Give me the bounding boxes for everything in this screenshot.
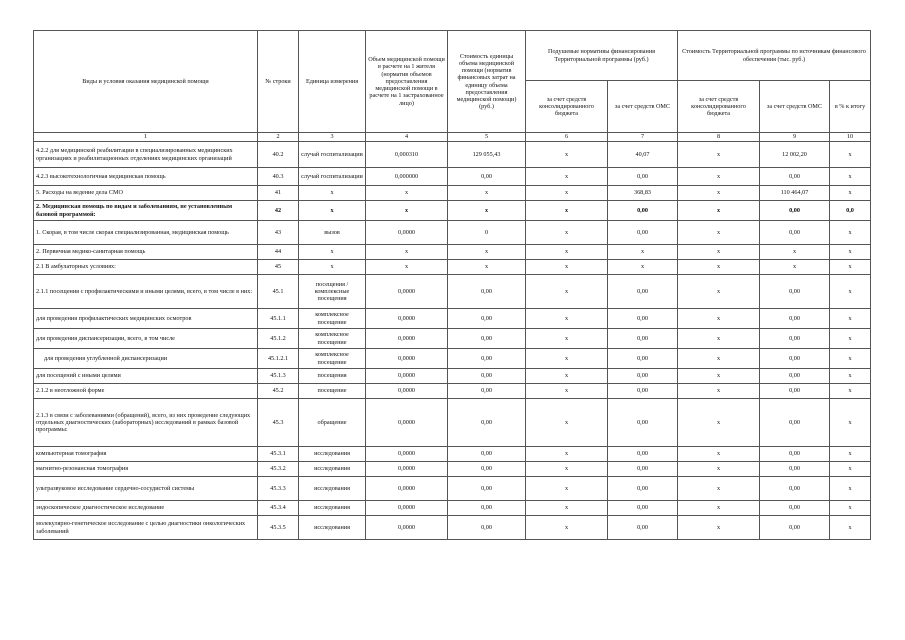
header-per-capita-norms: Подушевые нормативы финансирования Территориальной программы (руб.) xyxy=(526,31,678,81)
row-oms-norm: 0,00 xyxy=(608,462,678,477)
row-percent: х xyxy=(830,501,871,516)
row-oms-norm: 0,00 xyxy=(608,168,678,186)
row-name: эндоскопическое диагностическое исследование xyxy=(34,501,258,516)
row-oms-cost: 0,00 xyxy=(760,275,830,309)
row-unit-cost: 0,00 xyxy=(448,384,526,399)
row-volume: 0,0000 xyxy=(366,384,448,399)
row-name: для проведения диспансеризации, всего, в том числе xyxy=(34,329,258,349)
row-unit: обращение xyxy=(299,399,366,447)
row-volume: 0,000000 xyxy=(366,168,448,186)
row-unit: исследования xyxy=(299,447,366,462)
row-number: 45.1.3 xyxy=(258,369,299,384)
row-volume: 0,0000 xyxy=(366,369,448,384)
table-row xyxy=(34,447,871,462)
row-name: 5. Расходы на ведение дела СМО xyxy=(34,186,258,201)
row-name: 1. Скорая, в том числе скорая специализированная, медицинская помощь xyxy=(34,221,258,245)
row-budget-norm: х xyxy=(526,275,608,309)
row-volume: 0,0000 xyxy=(366,477,448,501)
row-budget-cost: х xyxy=(678,142,760,168)
col-number: 5 xyxy=(448,133,526,142)
row-oms-cost: х xyxy=(760,260,830,275)
row-budget-cost: х xyxy=(678,516,760,540)
row-percent: х xyxy=(830,221,871,245)
row-oms-norm: 0,00 xyxy=(608,369,678,384)
row-volume: х xyxy=(366,260,448,275)
row-budget-cost: х xyxy=(678,477,760,501)
row-unit-cost: 0,00 xyxy=(448,369,526,384)
header-name: Виды и условия оказания медицинской помощи xyxy=(34,31,258,133)
header-oms-2: за счет средств ОМС xyxy=(760,81,830,133)
row-oms-cost: х xyxy=(760,245,830,260)
row-unit-cost: 0,00 xyxy=(448,516,526,540)
col-number: 9 xyxy=(760,133,830,142)
row-budget-cost: х xyxy=(678,501,760,516)
row-volume: 0,0000 xyxy=(366,399,448,447)
header-oms: за счет средств ОМС xyxy=(608,81,678,133)
row-budget-cost: х xyxy=(678,201,760,221)
row-percent: х xyxy=(830,275,871,309)
row-unit: комплексное посещение xyxy=(299,329,366,349)
col-number: 6 xyxy=(526,133,608,142)
row-oms-cost: 0,00 xyxy=(760,447,830,462)
row-number: 45.3.4 xyxy=(258,501,299,516)
row-oms-norm: 0,00 xyxy=(608,384,678,399)
row-name: молекулярно-генетическое исследование с целью диагностики онкологических заболеваний xyxy=(34,516,258,540)
row-unit-cost: 0,00 xyxy=(448,501,526,516)
row-unit: вызов xyxy=(299,221,366,245)
header-consolidated-budget: за счет средств консолидированного бюджета xyxy=(526,81,608,133)
header-row-number: № строки xyxy=(258,31,299,133)
row-budget-norm: х xyxy=(526,221,608,245)
row-name: для посещений с иными целями xyxy=(34,369,258,384)
row-unit-cost: 0 xyxy=(448,221,526,245)
row-unit: посещения / комплексные посещения xyxy=(299,275,366,309)
row-oms-cost: 0,00 xyxy=(760,201,830,221)
row-unit: исследования xyxy=(299,501,366,516)
table-row xyxy=(34,349,871,369)
col-number: 2 xyxy=(258,133,299,142)
row-volume: 0,0000 xyxy=(366,462,448,477)
row-unit-cost: х xyxy=(448,245,526,260)
row-volume: х xyxy=(366,245,448,260)
row-name: 2. Первичная медико-санитарная помощь xyxy=(34,245,258,260)
row-budget-norm: х xyxy=(526,309,608,329)
row-unit: комплексное посещение xyxy=(299,309,366,329)
row-budget-norm: х xyxy=(526,384,608,399)
row-oms-cost: 0,00 xyxy=(760,501,830,516)
row-oms-norm: 0,00 xyxy=(608,501,678,516)
header-unit-cost: Стоимость единицы объема медицинской помощи (норматив финансовых затрат на единицу объема предоставления медицинской помощи) (руб.) xyxy=(448,31,526,133)
row-unit-cost: 0,00 xyxy=(448,168,526,186)
row-percent: х xyxy=(830,349,871,369)
row-budget-norm: х xyxy=(526,349,608,369)
row-percent: х xyxy=(830,260,871,275)
row-unit-cost: 0,00 xyxy=(448,349,526,369)
row-oms-cost: 0,00 xyxy=(760,309,830,329)
row-number: 45.3.5 xyxy=(258,516,299,540)
row-percent: х xyxy=(830,369,871,384)
row-oms-cost: 0,00 xyxy=(760,384,830,399)
row-budget-cost: х xyxy=(678,168,760,186)
table-row xyxy=(34,142,871,168)
row-volume: х xyxy=(366,201,448,221)
table-header xyxy=(34,31,871,142)
col-number: 4 xyxy=(366,133,448,142)
row-number: 42 xyxy=(258,201,299,221)
row-budget-norm: х xyxy=(526,462,608,477)
row-oms-norm: 0,00 xyxy=(608,477,678,501)
row-name: для проведения профилактических медицинских осмотров xyxy=(34,309,258,329)
header-volume: Объем медицинской помощи в расчете на 1 жителя (норматив объемов предоставления медицинской помощи в расчете на 1 застрахованное лицо) xyxy=(366,31,448,133)
row-unit: случай госпитализации xyxy=(299,168,366,186)
financing-table-sheet xyxy=(33,30,870,540)
row-budget-norm: х xyxy=(526,168,608,186)
row-volume: 0,0000 xyxy=(366,501,448,516)
row-percent: х xyxy=(830,186,871,201)
table-row xyxy=(34,329,871,349)
row-number: 45.2 xyxy=(258,384,299,399)
row-name: компьютерная томография xyxy=(34,447,258,462)
row-number: 45.3.1 xyxy=(258,447,299,462)
table-row xyxy=(34,275,871,309)
row-oms-cost: 0,00 xyxy=(760,516,830,540)
row-unit: комплексное посещение xyxy=(299,349,366,369)
table-row xyxy=(34,516,871,540)
row-budget-cost: х xyxy=(678,221,760,245)
table-row xyxy=(34,462,871,477)
table-row xyxy=(34,186,871,201)
row-percent: х xyxy=(830,477,871,501)
row-unit-cost: 129 055,43 xyxy=(448,142,526,168)
row-oms-cost: 0,00 xyxy=(760,369,830,384)
table-row xyxy=(34,501,871,516)
row-unit-cost: 0,00 xyxy=(448,275,526,309)
col-number: 7 xyxy=(608,133,678,142)
row-name: 2.1.1 посещения с профилактическими и иными целями, всего, в том числе в них: xyxy=(34,275,258,309)
row-unit-cost: 0,00 xyxy=(448,477,526,501)
row-oms-cost: 0,00 xyxy=(760,349,830,369)
column-number-row xyxy=(34,133,871,142)
row-oms-norm: 368,83 xyxy=(608,186,678,201)
row-oms-norm: 0,00 xyxy=(608,447,678,462)
row-budget-norm: х xyxy=(526,260,608,275)
row-oms-norm: х xyxy=(608,260,678,275)
row-number: 45.1.1 xyxy=(258,309,299,329)
row-unit-cost: 0,00 xyxy=(448,329,526,349)
row-volume: 0,0000 xyxy=(366,221,448,245)
table-row xyxy=(34,477,871,501)
financing-table xyxy=(33,30,871,540)
table-row xyxy=(34,384,871,399)
row-unit-cost: х xyxy=(448,260,526,275)
row-oms-norm: 0,00 xyxy=(608,201,678,221)
table-row xyxy=(34,309,871,329)
row-percent: х xyxy=(830,245,871,260)
row-name: 2.1.2 в неотложной форме xyxy=(34,384,258,399)
row-oms-norm: 40,07 xyxy=(608,142,678,168)
row-oms-cost: 0,00 xyxy=(760,221,830,245)
row-unit-cost: 0,00 xyxy=(448,309,526,329)
row-percent: х xyxy=(830,516,871,540)
row-number: 44 xyxy=(258,245,299,260)
row-name: 2.1.3 в связи с заболеваниями (обращений), всего, из них проведение следующих отдельных диагностических (лабораторных) исследований в рамках базовой программы: xyxy=(34,399,258,447)
row-percent: х xyxy=(830,309,871,329)
row-oms-norm: 0,00 xyxy=(608,275,678,309)
row-number: 45.3 xyxy=(258,399,299,447)
row-number: 40.3 xyxy=(258,168,299,186)
row-unit: посещение xyxy=(299,384,366,399)
row-oms-cost: 12 002,20 xyxy=(760,142,830,168)
row-volume: 0,0000 xyxy=(366,447,448,462)
row-percent: 0,0 xyxy=(830,201,871,221)
table-row xyxy=(34,260,871,275)
table-row xyxy=(34,369,871,384)
row-name: 2.1 В амбулаторных условиях: xyxy=(34,260,258,275)
row-unit-cost: 0,00 xyxy=(448,462,526,477)
row-unit: х xyxy=(299,245,366,260)
row-budget-norm: х xyxy=(526,447,608,462)
row-budget-cost: х xyxy=(678,384,760,399)
row-unit-cost: х xyxy=(448,201,526,221)
row-budget-norm: х xyxy=(526,399,608,447)
row-number: 45 xyxy=(258,260,299,275)
row-oms-cost: 0,00 xyxy=(760,168,830,186)
row-percent: х xyxy=(830,142,871,168)
row-oms-norm: 0,00 xyxy=(608,349,678,369)
header-program-cost: Стоимость Территориальной программы по источникам финансового обеспечения (тыс. руб.) xyxy=(678,31,871,81)
row-budget-cost: х xyxy=(678,275,760,309)
row-name: магнитно-резонансная томография xyxy=(34,462,258,477)
row-budget-cost: х xyxy=(678,447,760,462)
row-unit: исследования xyxy=(299,477,366,501)
row-number: 45.1.2.1 xyxy=(258,349,299,369)
row-number: 45.1 xyxy=(258,275,299,309)
row-unit: х xyxy=(299,186,366,201)
row-volume: 0,0000 xyxy=(366,309,448,329)
row-oms-cost: 0,00 xyxy=(760,462,830,477)
row-unit: исследования xyxy=(299,516,366,540)
row-oms-norm: 0,00 xyxy=(608,516,678,540)
row-number: 45.3.3 xyxy=(258,477,299,501)
row-volume: 0,0000 xyxy=(366,329,448,349)
row-volume: х xyxy=(366,186,448,201)
row-oms-norm: 0,00 xyxy=(608,221,678,245)
row-budget-cost: х xyxy=(678,349,760,369)
row-budget-norm: х xyxy=(526,477,608,501)
row-budget-norm: х xyxy=(526,142,608,168)
row-oms-norm: 0,00 xyxy=(608,399,678,447)
row-unit: х xyxy=(299,260,366,275)
row-percent: х xyxy=(830,462,871,477)
row-percent: х xyxy=(830,447,871,462)
row-number: 40.2 xyxy=(258,142,299,168)
row-budget-norm: х xyxy=(526,501,608,516)
row-budget-cost: х xyxy=(678,186,760,201)
row-budget-cost: х xyxy=(678,329,760,349)
row-oms-norm: х xyxy=(608,245,678,260)
row-unit-cost: 0,00 xyxy=(448,447,526,462)
row-number: 43 xyxy=(258,221,299,245)
row-oms-norm: 0,00 xyxy=(608,329,678,349)
row-unit: исследования xyxy=(299,462,366,477)
col-number: 10 xyxy=(830,133,871,142)
row-unit: случай госпитализации xyxy=(299,142,366,168)
row-budget-cost: х xyxy=(678,245,760,260)
row-volume: 0,0000 xyxy=(366,516,448,540)
table-row xyxy=(34,221,871,245)
row-oms-cost: 0,00 xyxy=(760,329,830,349)
row-volume: 0,0000 xyxy=(366,349,448,369)
row-oms-cost: 0,00 xyxy=(760,399,830,447)
row-name: 4.2.2 для медицинской реабилитации в специализированных медицинских организациях и реабилитационных отделениях медицинских организаций xyxy=(34,142,258,168)
row-oms-cost: 110 464,07 xyxy=(760,186,830,201)
row-number: 41 xyxy=(258,186,299,201)
row-number: 45.1.2 xyxy=(258,329,299,349)
row-percent: х xyxy=(830,329,871,349)
col-number: 8 xyxy=(678,133,760,142)
row-budget-norm: х xyxy=(526,245,608,260)
row-budget-norm: х xyxy=(526,516,608,540)
row-oms-cost: 0,00 xyxy=(760,477,830,501)
header-unit: Единица измерения xyxy=(299,31,366,133)
row-volume: 0,0000 xyxy=(366,275,448,309)
row-unit: посещения xyxy=(299,369,366,384)
table-row xyxy=(34,201,871,221)
row-unit: х xyxy=(299,201,366,221)
row-unit-cost: х xyxy=(448,186,526,201)
table-row xyxy=(34,399,871,447)
row-budget-cost: х xyxy=(678,309,760,329)
col-number: 3 xyxy=(299,133,366,142)
row-budget-norm: х xyxy=(526,186,608,201)
row-budget-cost: х xyxy=(678,462,760,477)
row-budget-norm: х xyxy=(526,329,608,349)
row-percent: х xyxy=(830,399,871,447)
header-consolidated-budget-2: за счет средств консолидированного бюджета xyxy=(678,81,760,133)
row-budget-cost: х xyxy=(678,399,760,447)
col-number: 1 xyxy=(34,133,258,142)
row-budget-cost: х xyxy=(678,260,760,275)
row-volume: 0,000310 xyxy=(366,142,448,168)
row-name: для проведения углубленной диспансеризации xyxy=(34,349,258,369)
table-row xyxy=(34,245,871,260)
row-name: ультразвуковое исследование сердечно-сосудистой системы xyxy=(34,477,258,501)
row-percent: х xyxy=(830,384,871,399)
row-name: 2. Медицинская помощь по видам и заболеваниям, не установленным базовой программой: xyxy=(34,201,258,221)
row-name: 4.2.3 высокотехнологичная медицинская помощь xyxy=(34,168,258,186)
table-row xyxy=(34,168,871,186)
row-oms-norm: 0,00 xyxy=(608,309,678,329)
row-budget-norm: х xyxy=(526,201,608,221)
header-percent: в % к итогу xyxy=(830,81,871,133)
row-budget-cost: х xyxy=(678,369,760,384)
row-budget-norm: х xyxy=(526,369,608,384)
row-percent: х xyxy=(830,168,871,186)
row-unit-cost: 0,00 xyxy=(448,399,526,447)
table-body xyxy=(34,142,871,540)
row-number: 45.3.2 xyxy=(258,462,299,477)
